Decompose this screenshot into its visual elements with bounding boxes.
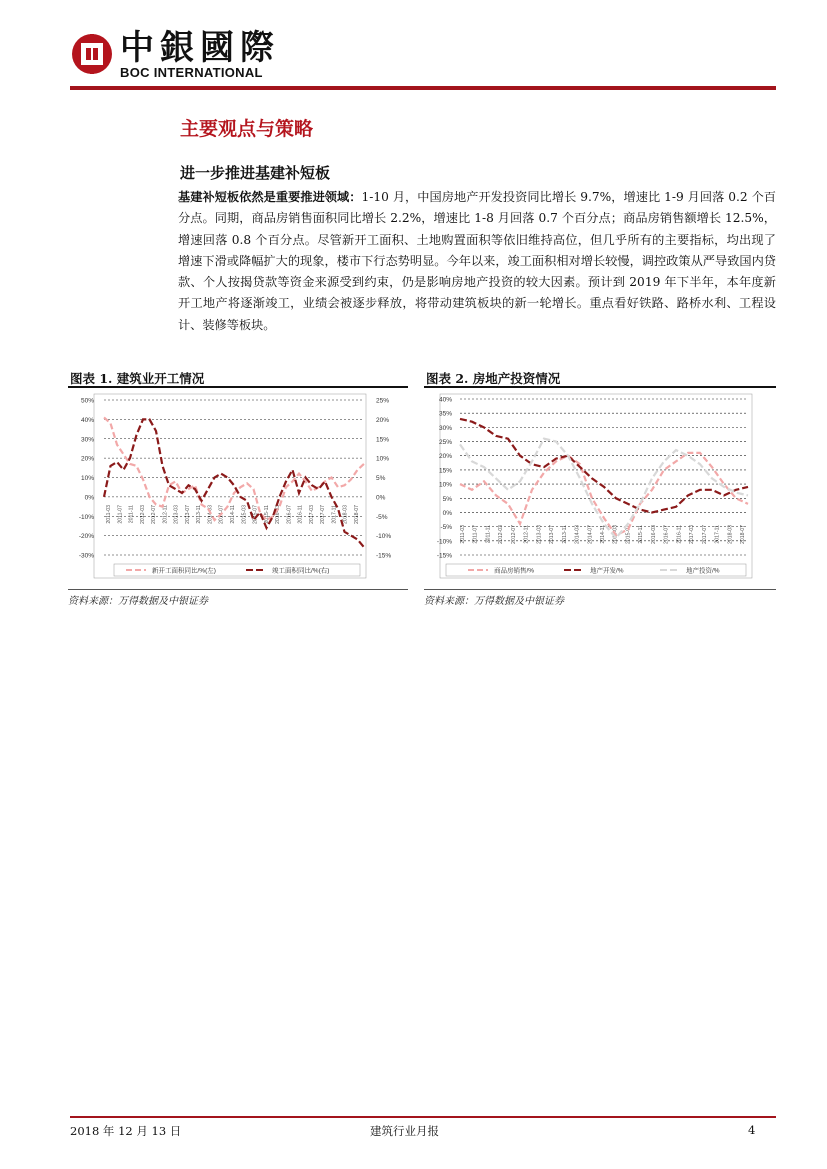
x-tick-label: 2013-11 [561,525,568,544]
x-tick-label: 2015-11 [638,525,645,544]
y-tick-label: 20% [438,453,452,461]
legend-label: 新开工面积同比/%(左) [152,567,216,575]
chart-2-legend [446,564,746,576]
x-tick-label: 2013-07 [549,525,556,545]
x-tick-label: 2014-07 [587,525,594,545]
x-tick-label: 2017-11 [714,525,721,544]
y-left-tick-label: 30% [80,436,94,444]
x-tick-label: 2012-03 [498,525,505,545]
chart-2-x-axis [460,525,746,544]
y-tick-label: 10% [438,481,452,489]
chart-1-series [104,417,364,547]
y-right-tick-label: 5% [376,475,386,482]
x-tick-label: 2016-03 [275,505,282,525]
series-line-0 [104,417,364,520]
boc-logo-icon [72,34,112,74]
x-tick-label: 2011-03 [460,525,466,544]
x-tick-label: 2018-07 [354,505,360,525]
legend-label: 地产开发/% [590,567,624,575]
x-tick-label: 2017-03 [689,525,696,545]
x-tick-label: 2012-03 [139,505,146,525]
y-right-tick-label: 25% [376,397,390,405]
x-tick-label: 2013-03 [173,505,180,525]
legend-label: 竣工面积同比/%(右) [272,567,330,575]
paragraph-text: 1-10 月，中国房地产开发投资同比增长 9.7%，增速比 1-9 月回落 0.2 个百分点。同期，商品房销售面积同比增长 2.2%，增速比 1-8 月回落 0.7 个百分点；商品房销售额增长 12.5%，增速回落 0.8 个百分点。尽管新开工面积、土地购置面积等依旧维持高位，但几乎所有的主要指标，均出现了增速下滑或降幅扩大的现象，楼市下行态势明显。今年以来，竣工面积相对增长较慢，调控政策从严导致国内贷款、个人按揭贷款等资金来源受到约束，仍是影响房地产投资的较大因素。预计到 2019 年下半年，本年度新开工地产将逐渐竣工，业绩会被逐步释放，将带动建筑板块的新一轮增长。重点看好铁路、路桥水利、工程设计、装修等板块。 [178,190,776,332]
body-paragraph [178,187,776,336]
y-tick-label: 25% [438,439,452,447]
y-left-tick-label: 10% [80,475,94,482]
x-tick-label: 2016-07 [663,525,670,545]
x-tick-label: 2011-03 [106,505,112,524]
chart-1-legend [114,564,360,576]
x-tick-label: 2016-03 [650,525,657,545]
figure-1-title: 图表 1. 建筑业开工情况 [70,371,205,386]
x-tick-label: 2011-11 [485,525,492,544]
x-tick-label: 2013-07 [184,505,191,525]
y-tick-label: 0% [442,509,452,517]
x-tick-label: 2014-11 [600,525,606,544]
y-tick-label: -15% [436,552,452,560]
logo-english-name: BOC INTERNATIONAL [120,65,263,80]
x-tick-label: 2012-07 [151,505,158,525]
legend-label: 地产投资/% [686,567,720,575]
chart-2-frame [440,394,752,578]
header-divider [70,86,776,90]
x-tick-label: 2015-03 [241,505,248,525]
x-tick-label: 2012-11 [523,525,530,544]
footer-page-number: 4 [748,1123,756,1137]
x-tick-label: 2014-11 [230,505,236,524]
y-left-tick-label: 40% [80,416,94,424]
chart-1-x-axis [106,505,360,524]
figure-2-title: 图表 2. 房地产投资情况 [426,371,561,386]
y-right-tick-label: 10% [376,455,390,463]
figure-2-chart [424,392,776,584]
figure-1-bottom-rule [68,589,408,590]
x-tick-label: 2011-07 [472,525,479,544]
x-tick-label: 2016-11 [297,505,304,524]
y-right-tick-label: -5% [376,513,388,521]
chart-1-frame [94,394,366,578]
y-tick-label: -10% [436,538,452,546]
figure-2-source: 资料来源：万得数据及中银证券 [424,596,564,607]
y-right-tick-label: -15% [376,552,392,560]
figure-1-chart [68,392,408,584]
y-right-tick-label: 0% [376,494,386,502]
x-tick-label: 2012-07 [510,525,517,545]
x-tick-label: 2017-07 [701,525,708,545]
figure-1-top-rule [68,386,408,388]
chart-2-y-axis [437,397,452,560]
y-left-tick-label: 20% [80,455,94,463]
y-tick-label: 5% [442,495,452,503]
sub-title: 进一步推进基建补短板 [180,164,331,182]
x-tick-label: 2018-03 [727,525,734,545]
chart-1-left-axis [79,398,94,560]
x-tick-label: 2018-07 [740,525,746,545]
y-left-tick-label: -20% [78,533,94,541]
y-left-tick-label: 0% [84,494,94,502]
x-tick-label: 2018-03 [342,505,349,525]
paragraph-lead: 基建补短板依然是重要推进领域： [178,190,362,204]
x-tick-label: 2012-11 [162,505,169,524]
x-tick-label: 2011-11 [128,505,135,524]
x-tick-label: 2017-11 [331,505,338,524]
y-tick-label: -5% [440,524,452,532]
logo-chinese-name: 中銀國際 [120,28,280,68]
x-tick-label: 2013-11 [196,505,203,524]
x-tick-label: 2017-03 [308,505,315,525]
x-tick-label: 2016-07 [286,505,293,525]
y-tick-label: 40% [438,396,452,404]
y-tick-label: 15% [438,467,452,475]
x-tick-label: 2014-03 [207,505,214,525]
chart-1-right-axis [376,398,391,560]
y-left-tick-label: 50% [80,397,94,405]
series-line-0 [460,453,748,535]
y-left-tick-label: -10% [78,513,94,521]
x-tick-label: 2016-11 [676,525,683,544]
x-tick-label: 2014-07 [218,505,225,525]
x-tick-label: 2015-07 [625,525,632,545]
x-tick-label: 2015-03 [612,525,619,545]
chart-2-series [460,419,748,538]
y-tick-label: 30% [438,424,452,432]
y-right-tick-label: 15% [376,436,390,444]
y-left-tick-label: -30% [78,552,94,560]
footer-report-title: 建筑行业月报 [370,1124,439,1138]
footer-date: 2018 年 12 月 13 日 [70,1124,182,1138]
x-tick-label: 2014-03 [574,525,581,545]
x-tick-label: 2011-07 [117,505,124,524]
figure-2-bottom-rule [424,589,776,590]
footer-divider [70,1116,776,1118]
y-tick-label: 35% [438,410,452,418]
x-tick-label: 2017-07 [320,505,327,525]
figure-2-top-rule [424,386,776,388]
section-title: 主要观点与策略 [180,118,314,140]
y-right-tick-label: 20% [376,416,390,424]
x-tick-label: 2015-11 [263,505,270,524]
legend-label: 商品房销售/% [494,567,535,575]
y-right-tick-label: -10% [376,533,392,541]
figure-1-source: 资料来源：万得数据及中银证券 [68,596,208,607]
x-tick-label: 2015-07 [252,505,259,525]
x-tick-label: 2013-03 [536,525,543,545]
